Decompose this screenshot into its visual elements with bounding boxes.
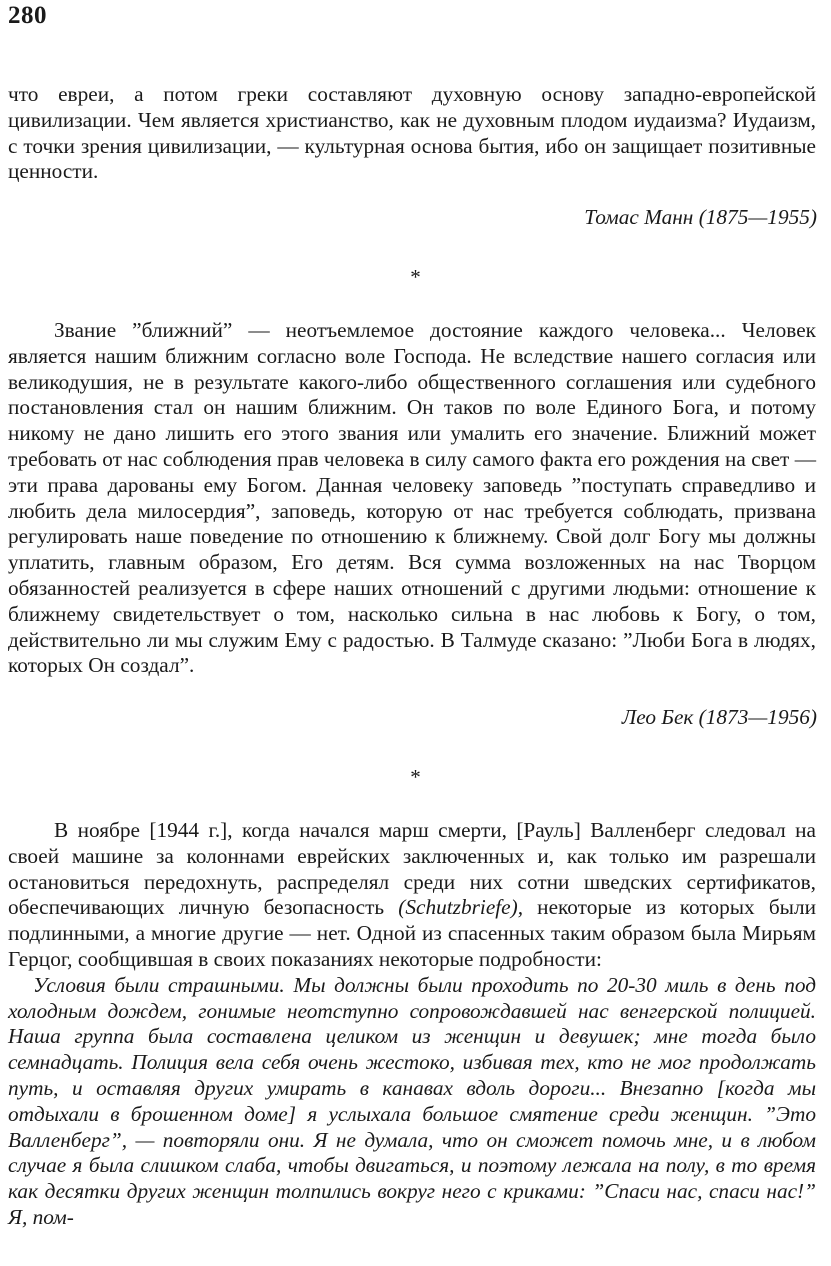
passage-wallenberg [8, 818, 816, 1231]
passage-thomas-mann-text: что евреи, а потом греки составляют духовную основу западно-европейской цивилизации. Чем является христианство, как не духовным плодом иудаизма? Иудаизм, с точки зрения цивилизации, — культурная основа бытия, ибо он защищает позитивные ценности. [8, 82, 816, 184]
section-separator: * [410, 765, 421, 789]
passage-leo-baeck [8, 318, 816, 679]
passage-wallenberg-text-before: В ноябре [1944 г.], когда начался марш смерти, [Рауль] Валленберг следовал на своей машине за колоннами еврейских заключенных и, как только им разрешали остановиться передохнуть, распределял среди них сотни шведских сертификатов, обеспечивающих личную безопасность [8, 818, 816, 920]
passage-wallenberg-intro [8, 818, 816, 973]
testimony-quote: Условия были страшными. Мы должны были проходить по 20-30 миль в день под холодным дождем, гонимые неотступно сопровождавшей нас венгерской полицией. Наша группа была составлена целиком из женщин и девушек; мне тогда было семнадцать. Полиция вела себя очень жестоко, избивая тех, кто не мог продолжать путь, и оставляя других умирать в канавах вдоль дороги... Внезапно [когда мы отдыхали в брошенном доме] я услыхала большое смятение среди женщин. ”Это Валленберг”, — повторяли они. Я не думала, что он сможет помочь мне, и в любом случае я была слишком слаба, чтобы двигаться, и поэтому лежала на полу, в то время как десятки других женщин толпились вокруг него с криками: ”Спаси нас, спаси нас!” Я, пом- [8, 972, 816, 1229]
section-separator: * [410, 265, 421, 289]
latin-term: (Schutzbriefe), [398, 895, 524, 920]
passage-wallenberg-text-after: некоторые из которых были подлинными, а многие другие — нет. Одной из спасенных таким образом была Мирьям Герцог, сообщившая в своих показаниях некоторые подробности: [8, 895, 816, 971]
passage-thomas-mann [8, 82, 816, 185]
page-number: 280 [8, 2, 47, 29]
attribution-leo-baeck: Лео Бек (1873—1956) [621, 705, 817, 729]
passage-leo-baeck-text: Звание ”ближний” — неотъемлемое достояние каждого человека... Человек является нашим ближним согласно воле Господа. Не вследствие нашего согласия или великодушия, не в результате какого-либо общественного соглашения или судебного постановления стал он нашим ближним. Он таков по воле Единого Бога, и потому никому не дано лишить его этого звания или умалить его значение. Ближний может требовать от нас соблюдения прав человека в силу самого факта его рождения на свет — эти права дарованы ему Богом. Данная человеку заповедь ”поступать справедливо и любить дела милосердия”, заповедь, которую от нас требуется соблюдать, призвана регулировать наше поведение по отношению к ближнему. Свой долг Богу мы должны уплатить, главным образом, Его детям. Вся сумма возложенных на нас Творцом обязанностей реализуется в сфере наших отношений с другими людьми: отношение к ближнему свидетельствует о том, насколько сильна в нас любовь к Богу, о том, действительно ли мы служим Ему с радостью. В Талмуде сказано: ”Люби Бога в людях, которых Он создал”. [8, 318, 816, 678]
attribution-thomas-mann: Томас Манн (1875—1955) [584, 205, 817, 229]
